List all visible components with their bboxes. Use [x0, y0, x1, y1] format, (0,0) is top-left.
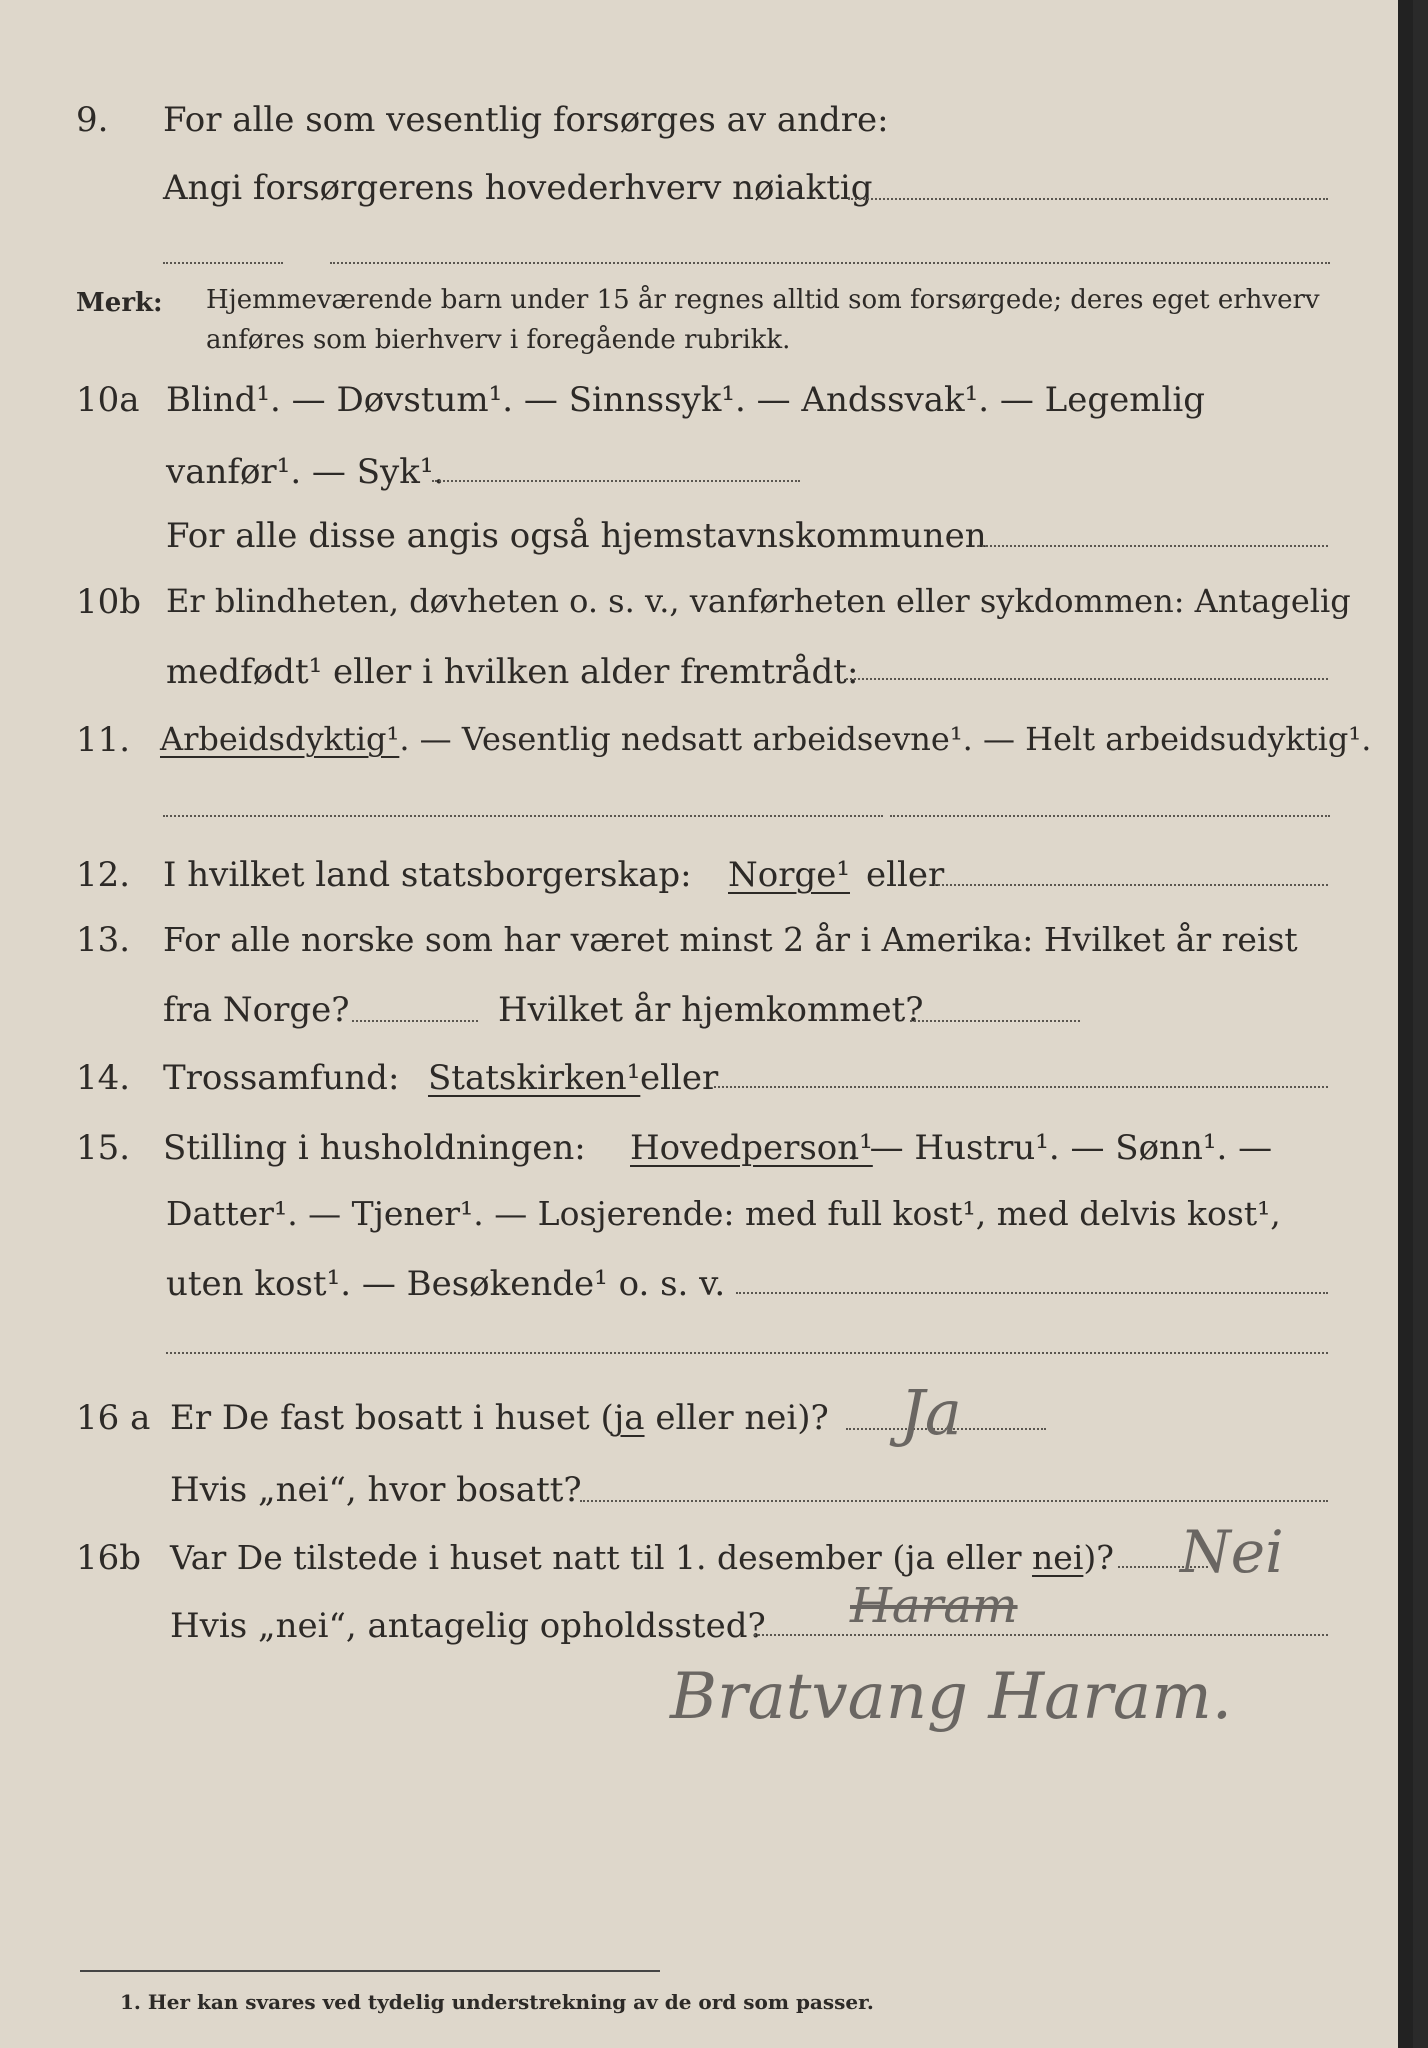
question-number: 10b — [76, 582, 142, 622]
question-text: Er blindheten, døvheten o. s. v., vanførheten eller sykdommen: Antagelig — [166, 582, 1351, 620]
question-text: Hvis „nei“, antagelig opholdssted? — [170, 1606, 766, 1646]
answer-line[interactable] — [714, 1086, 1328, 1088]
question-text: Hvilket år hjemkommet? — [498, 990, 924, 1030]
question-text: Blind¹. — Døvstum¹. — Sinnssyk¹. — Andssvak¹. — Legemlig — [166, 380, 1205, 420]
footnote: 1. Her kan svares ved tydelig understrekning av de ord som passer. — [120, 1990, 874, 2014]
question-number: 11. — [76, 720, 131, 760]
question-number: 10a — [76, 380, 140, 420]
question-text: vanfør¹. — Syk¹. — [166, 452, 445, 492]
option-nei-underlined[interactable]: nei — [1032, 1538, 1084, 1577]
answer-line[interactable] — [890, 815, 1330, 817]
question-text-part: Er De fast bosatt i huset ( — [170, 1398, 614, 1438]
question-text — [170, 1398, 829, 1438]
question-text: I hvilket land statsborgerskap: — [163, 855, 692, 895]
question-text: For alle som vesentlig forsørges av andre: — [163, 100, 889, 140]
question-number: 13. — [76, 920, 131, 960]
option-statskirken-underlined[interactable]: Statskirken¹ — [428, 1058, 641, 1098]
question-text: For alle disse angis også hjemstavnskommunen — [166, 516, 987, 556]
question-text: medfødt¹ eller i hvilken alder fremtrådt: — [166, 652, 859, 692]
question-text — [160, 720, 1371, 758]
handwritten-answer: Bratvang Haram. — [670, 1660, 1233, 1734]
footnote-separator — [80, 1970, 660, 1972]
answer-line[interactable] — [846, 678, 1328, 680]
answer-line[interactable] — [352, 1020, 478, 1022]
option-arbeidsdyktig-underlined[interactable]: Arbeidsdyktig¹ — [160, 720, 400, 758]
question-options: uten kost¹. — Besøkende¹ o. s. v. — [166, 1264, 726, 1304]
answer-line[interactable] — [432, 480, 800, 482]
note-label: Merk: — [76, 288, 163, 318]
question-number: 12. — [76, 855, 131, 895]
answer-line[interactable] — [580, 1500, 1328, 1502]
answer-line[interactable] — [736, 1292, 1328, 1294]
question-text: Hvis „nei“, hvor bosatt? — [170, 1470, 582, 1510]
option-hovedperson-underlined[interactable]: Hovedperson¹ — [630, 1128, 873, 1168]
answer-line[interactable] — [166, 1352, 1328, 1354]
question-text: Stilling i husholdningen: — [163, 1128, 586, 1168]
answer-line[interactable] — [163, 262, 283, 264]
answer-line[interactable] — [163, 815, 883, 817]
question-text: fra Norge? — [163, 990, 350, 1030]
question-options: . — Vesentlig nedsatt arbeidsevne¹. — Helt arbeidsudyktig¹. — [399, 720, 1372, 758]
answer-line[interactable] — [754, 1634, 1328, 1636]
question-text-part: )? — [1083, 1538, 1114, 1577]
question-options: . — Hustru¹. — Sønn¹. — — [848, 1128, 1273, 1168]
question-number: 16b — [76, 1538, 142, 1578]
question-number: 14. — [76, 1058, 131, 1098]
question-text — [170, 1538, 1114, 1577]
question-text: Angi forsørgerens hovederhverv nøiaktig — [163, 168, 873, 208]
handwritten-answer: Nei — [1180, 1518, 1284, 1586]
option-norge-underlined[interactable]: Norge¹ — [728, 855, 850, 895]
question-options: Datter¹. — Tjener¹. — Losjerende: med full kost¹, med delvis kost¹, — [166, 1194, 1281, 1233]
answer-line[interactable] — [330, 262, 1330, 264]
question-text: eller — [640, 1058, 719, 1098]
question-number: 15. — [76, 1128, 131, 1168]
question-text: For alle norske som har været minst 2 år i Amerika: Hvilket år reist — [163, 920, 1298, 959]
question-text: Trossamfund: — [163, 1058, 400, 1098]
option-ja-underlined[interactable]: ja — [613, 1398, 645, 1438]
scan-edge — [1398, 0, 1413, 2048]
answer-line[interactable] — [848, 198, 1328, 200]
question-number: 9. — [76, 100, 109, 140]
answer-line[interactable] — [978, 545, 1328, 547]
note-text: Hjemmeværende barn under 15 år regnes alltid som forsørgede; deres eget erhverv — [206, 285, 1320, 315]
note-text: anføres som bierhverv i foregående rubrikk. — [206, 325, 791, 355]
question-text-part: eller nei)? — [644, 1398, 829, 1438]
answer-line[interactable] — [934, 884, 1328, 886]
question-text: eller — [866, 855, 945, 895]
question-number: 16 a — [76, 1398, 151, 1438]
handwritten-answer: Ja — [900, 1376, 962, 1449]
answer-line[interactable] — [910, 1020, 1080, 1022]
question-text-part: Var De tilstede i huset natt til 1. desember (ja eller — [170, 1538, 1033, 1577]
handwritten-struck-answer: Haram — [850, 1578, 1018, 1634]
